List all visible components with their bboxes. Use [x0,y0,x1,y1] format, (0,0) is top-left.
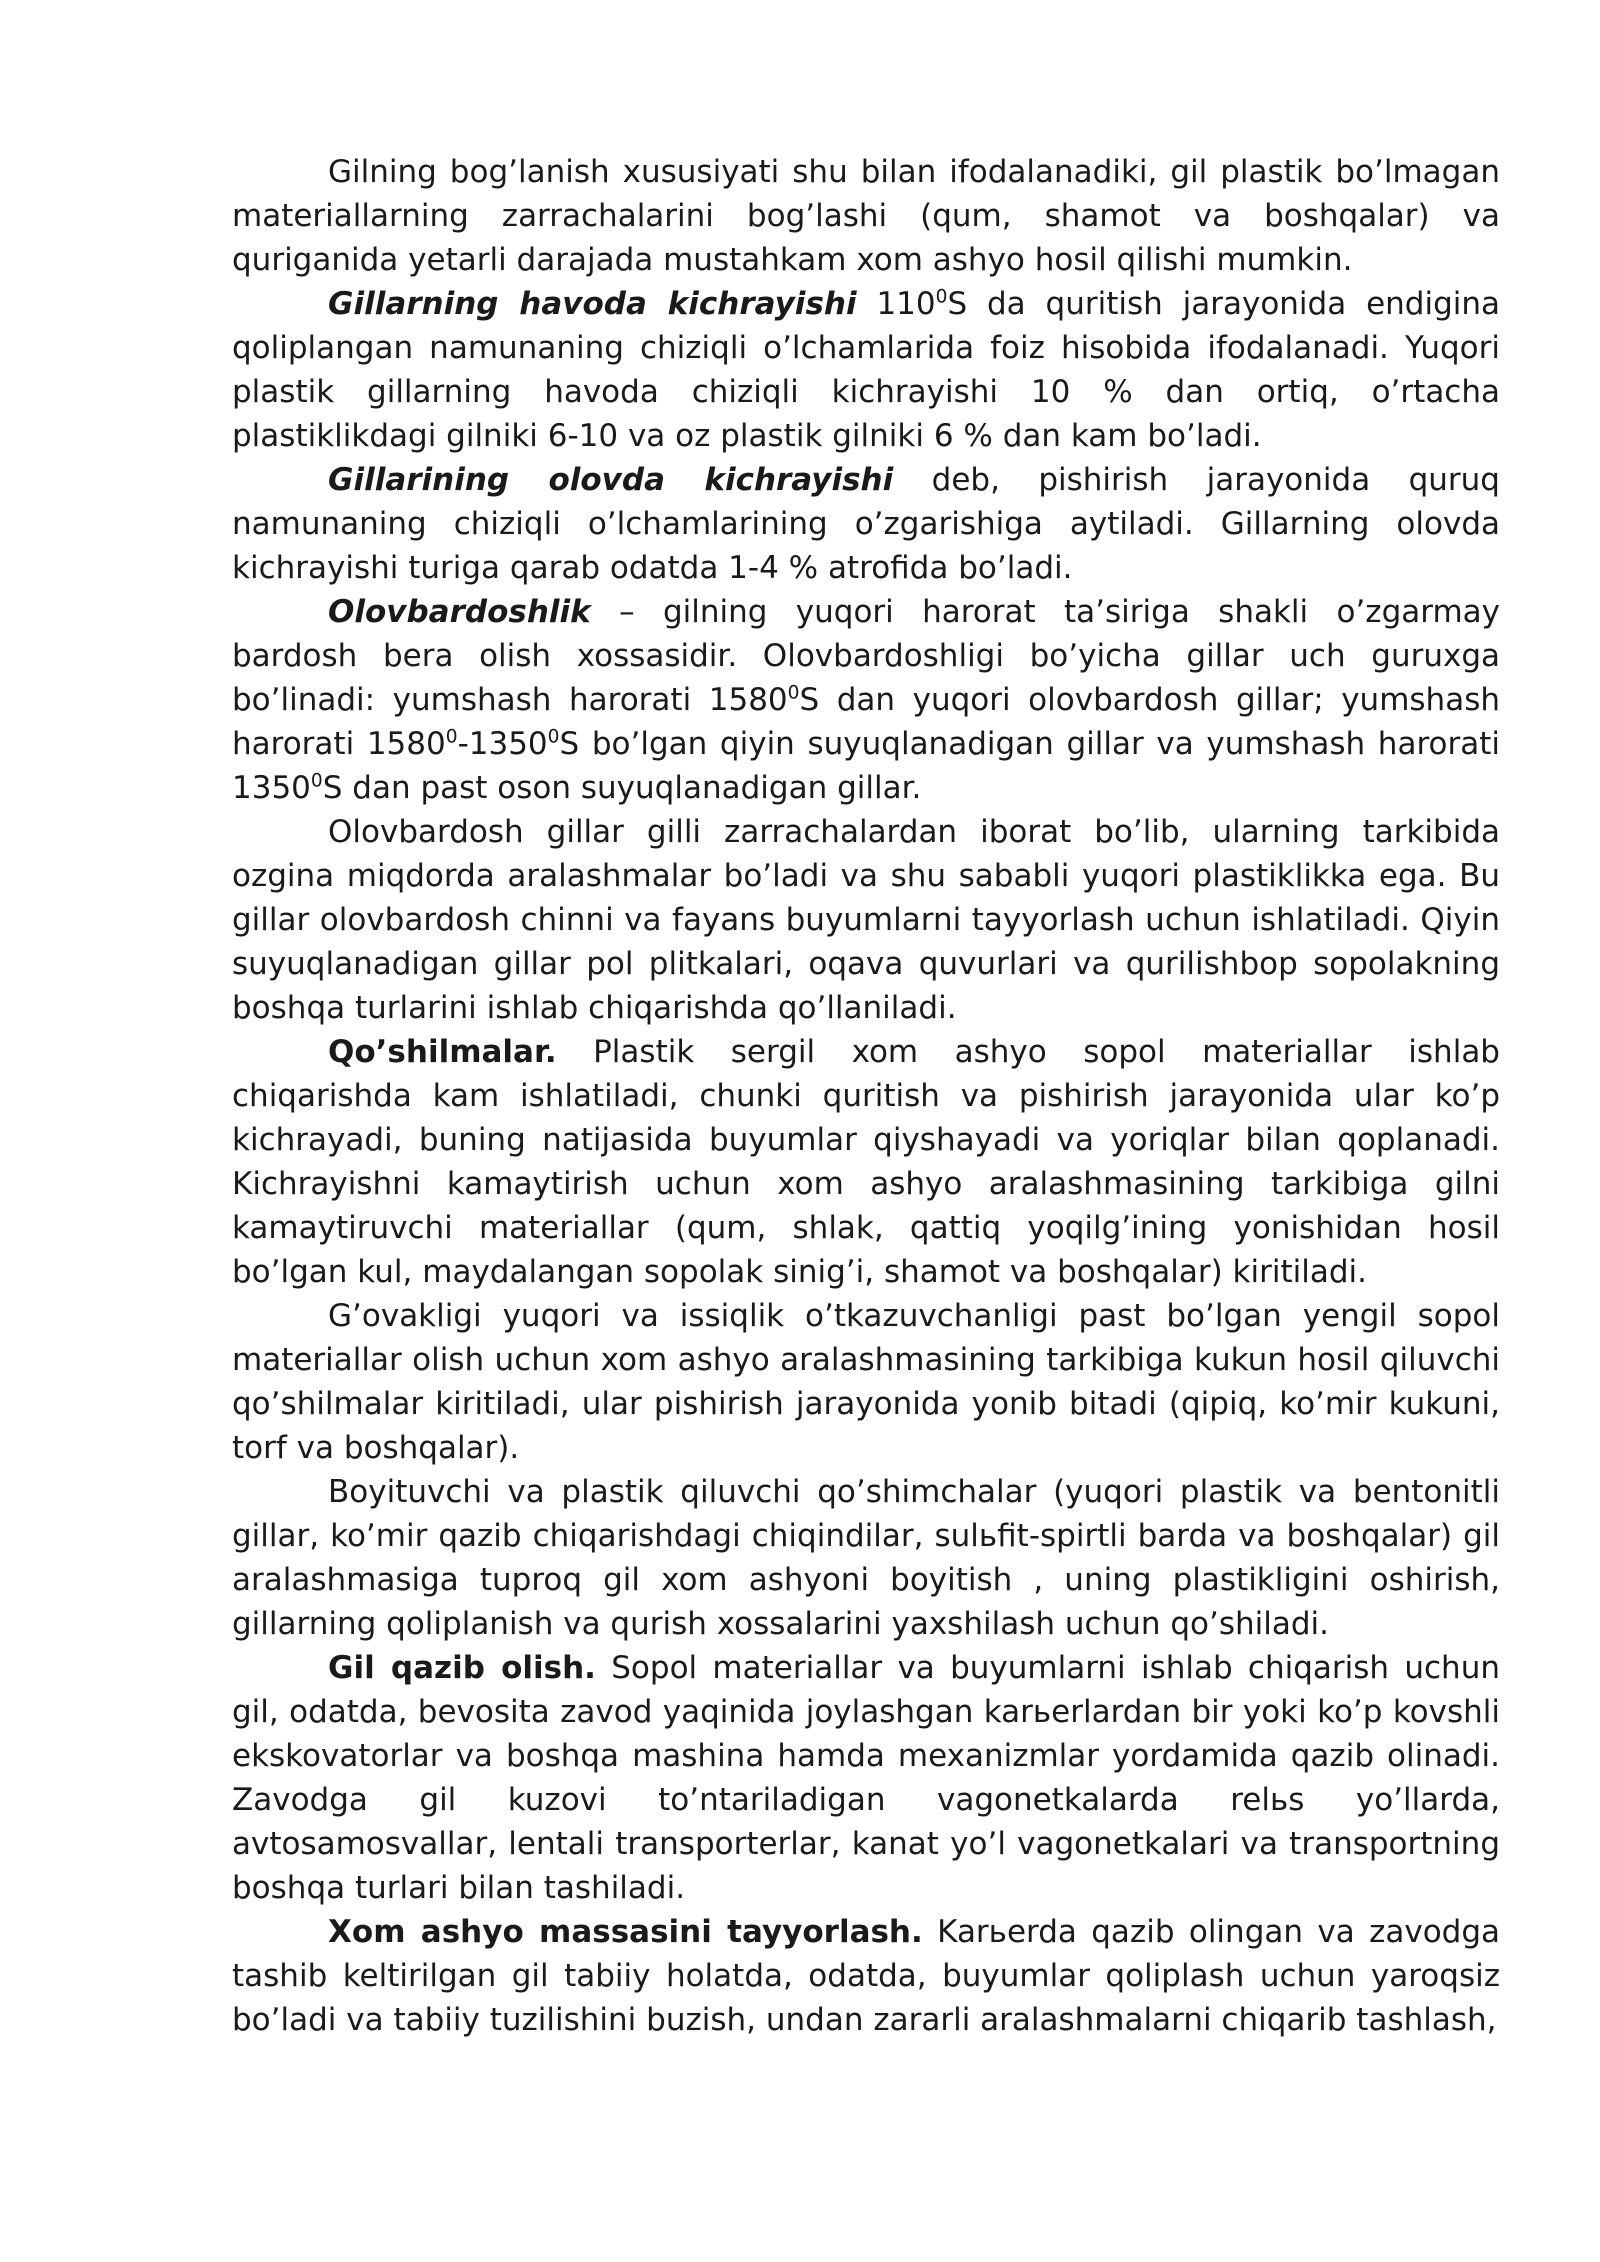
paragraph-text: S dan yuqori olovbardosh gillar; yumshash harorati 1580 [232,682,1500,762]
paragraph [232,282,1500,458]
superscript-degree: 0 [310,770,323,792]
paragraph-text: 110 [856,286,936,322]
paragraph-text: G’ovakligi yuqori va issiqlik o’tkazuvchanligi past bo’lgan yengil sopol materiallar olish uchun xom ashyo aralashmasining tarkibiga kukun hosil qiluvchi qo’shilmalar kiritiladi, ular pishirish jarayonida yonib bitadi (qipiq, ko’mir kukuni, torf va boshqalar). [232,1298,1500,1466]
paragraph [232,1294,1500,1470]
document-page [232,150,1500,2042]
paragraph [232,458,1500,590]
paragraph [232,590,1500,810]
paragraph-text: – gilning yuqori harorat ta’siriga shakli o’zgarmay bardosh bera olish xossasidir. Olovbardoshligi bo’yicha gillar uch guruxga bo’linadi: yumshash harorati 1580 [232,594,1500,718]
paragraph-text: S bo’lgan qiyin suyuqlanadigan gillar va yumshash harorati 1350 [232,726,1500,806]
paragraph [232,1030,1500,1294]
paragraph-text: Boyituvchi va plastik qiluvchi qo’shimchalar (yuqori plastik va bentonitli gillar, ko’mir qazib chiqarishdagi chiqindilar, sulьfit-spirtli barda va boshqalar) gil aralashmasiga tuproq gil xom ashyoni boyitish , uning plastikligini oshirish, gillarning qoliplanish va qurish xossalarini yaxshilash uchun qo’shiladi. [232,1474,1500,1642]
section-heading: Xom ashyo massasini tayyorlash. [328,1914,923,1950]
superscript-degree: 0 [935,286,948,308]
paragraph-text: Sopol materiallar va buyumlarni ishlab chiqarish uchun gil, odatda, bevosita zavod yaqinida joylashgan karьerlardan bir yoki ko’p kovshli ekskovatorlar va boshqa mashina hamda mexanizmlar yordamida qazib olinadi. Zavodga gil kuzovi to’ntariladigan vagonetkalarda relьs yo’llarda, avtosamosvallar, lentali transporterlar, kanat yo’l vagonetkalari va transportning boshqa turlari bilan tashiladi. [232,1650,1500,1906]
superscript-degree: 0 [547,726,560,748]
section-heading: Qo’shilmalar. [328,1034,557,1070]
paragraph-text: deb, pishirish jarayonida quruq namunaning chiziqli o’lchamlarining o’zgarishiga aytiladi. Gillarning olovda kichrayishi turiga qarab odatda 1-4 % atrofida bo’ladi. [232,462,1500,586]
paragraph-text: -1350 [457,726,548,762]
term-heading: Gillarining olovda kichrayishi [328,462,894,498]
paragraph [232,810,1500,1030]
paragraph-text: S da quritish jarayonida endigina qoliplangan namunaning chiziqli o’lchamlarida foiz hisobida ifodalanadi. Yuqori plastik gillarning havoda chiziqli kichrayishi 10 % dan ortiq, o’rtacha plastiklikdagi gilniki 6-10 va oz plastik gilniki 6 % dan kam bo’ladi. [232,286,1501,454]
paragraph-text: Karьerda qazib olingan va zavodga tashib keltirilgan gil tabiiy holatda, odatda, buyumlar qoliplash uchun yaroqsiz bo’ladi va tabiiy tuzilishini buzish, undan zararli aralashmalarni chiqarib tashlash, [232,1914,1501,2038]
paragraph-text: Plastik sergil xom ashyo sopol materiallar ishlab chiqarishda kam ishlatiladi, chunki quritish va pishirish jarayonida ular ko’p kichrayadi, buning natijasida buyumlar qiyshayadi va yoriqlar bilan qoplanadi. Kichrayishni kamaytirish uchun xom ashyo aralashmasining tarkibiga gilni kamaytiruvchi materiallar (qum, shlak, qattiq yoqilg’ining yonishidan hosil bo’lgan kul, maydalangan sopolak sinig’i, shamot va boshqalar) kiritiladi. [232,1034,1500,1290]
term-heading: Gillarning havoda kichrayishi [328,286,857,322]
superscript-degree: 0 [787,682,800,704]
paragraph [232,1646,1500,1910]
paragraph-text: S dan past oson suyuqlanadigan gillar. [322,770,922,806]
superscript-degree: 0 [445,726,458,748]
paragraph-text: Gilning bog’lanish xususiyati shu bilan ifodalanadiki, gil plastik bo’lmagan materiallarning zarrachalarini bog’lashi (qum, shamot va boshqalar) va quriganida yetarli darajada mustahkam xom ashyo hosil qilishi mumkin. [232,154,1500,278]
term-heading: Olovbardoshlik [328,594,591,630]
paragraph [232,150,1500,282]
paragraph-text: Olovbardosh gillar gilli zarrachalardan iborat bo’lib, ularning tarkibida ozgina miqdorda aralashmalar bo’ladi va shu sababli yuqori plastiklikka ega. Bu gillar olovbardosh chinni va fayans buyumlarni tayyorlash uchun ishlatiladi. Qiyin suyuqlanadigan gillar pol plitkalari, oqava quvurlari va qurilishbop sopolakning boshqa turlarini ishlab chiqarishda qo’llaniladi. [232,814,1500,1026]
paragraph [232,1470,1500,1646]
document-body [232,150,1500,2042]
section-heading: Gil qazib olish. [328,1650,596,1686]
paragraph [232,1910,1500,2042]
